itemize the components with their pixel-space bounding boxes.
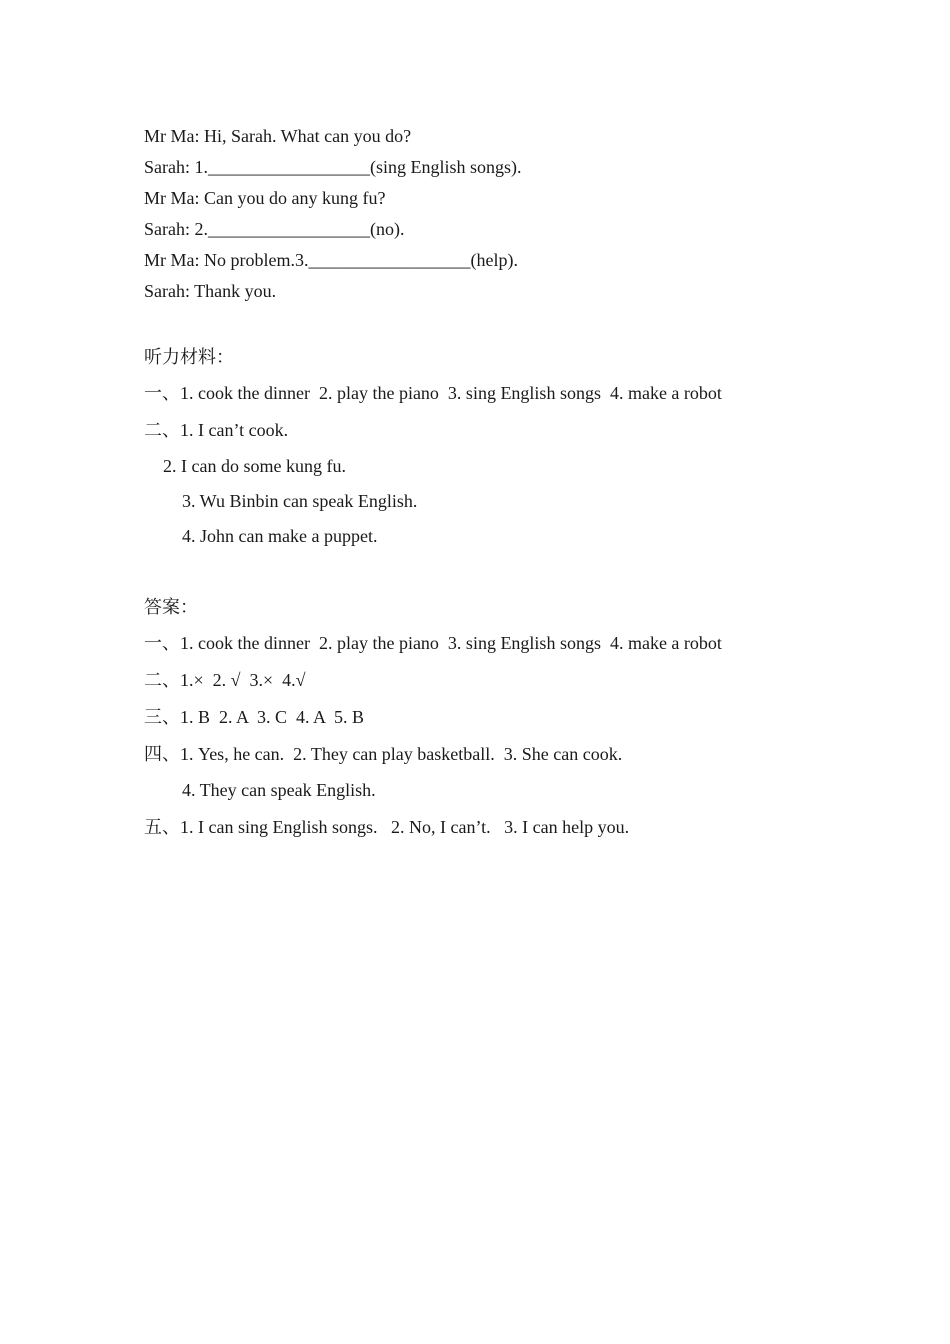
dialogue-line-3: Mr Ma: Can you do any kung fu? [144,188,386,208]
answers-heading: 答案： [144,597,198,617]
dialogue-line-2: Sarah: 1.__________________(sing English songs). [144,157,522,177]
listening-line-2: 二、1. I can’t cook. [144,420,289,440]
listening-heading: 听力材料： [144,347,234,367]
answers-line-2: 二、1.× 2. √ 3.× 4.√ [144,670,306,690]
listening-line-5: 4. John can make a puppet. [182,526,378,546]
listening-line-3: 2. I can do some kung fu. [163,456,346,476]
answers-line-6: 五、1. I can sing English songs. 2. No, I can’t. 3. I can help you. [144,817,630,837]
answers-line-4: 四、1. Yes, he can. 2. They can play basketball. 3. She can cook. [144,744,623,764]
dialogue-line-5: Mr Ma: No problem.3.__________________(help). [144,250,518,270]
dialogue-line-1: Mr Ma: Hi, Sarah. What can you do? [144,126,412,146]
listening-line-1: 一、1. cook the dinner 2. play the piano 3. sing English songs 4. make a robot [144,383,722,403]
answers-line-1: 一、1. cook the dinner 2. play the piano 3. sing English songs 4. make a robot [144,633,722,653]
dialogue-line-4: Sarah: 2.__________________(no). [144,219,405,239]
dialogue-line-6: Sarah: Thank you. [144,281,277,301]
answers-line-3: 三、1. B 2. A 3. C 4. A 5. B [144,707,365,727]
listening-line-4: 3. Wu Binbin can speak English. [182,491,418,511]
answers-line-5: 4. They can speak English. [182,780,376,800]
